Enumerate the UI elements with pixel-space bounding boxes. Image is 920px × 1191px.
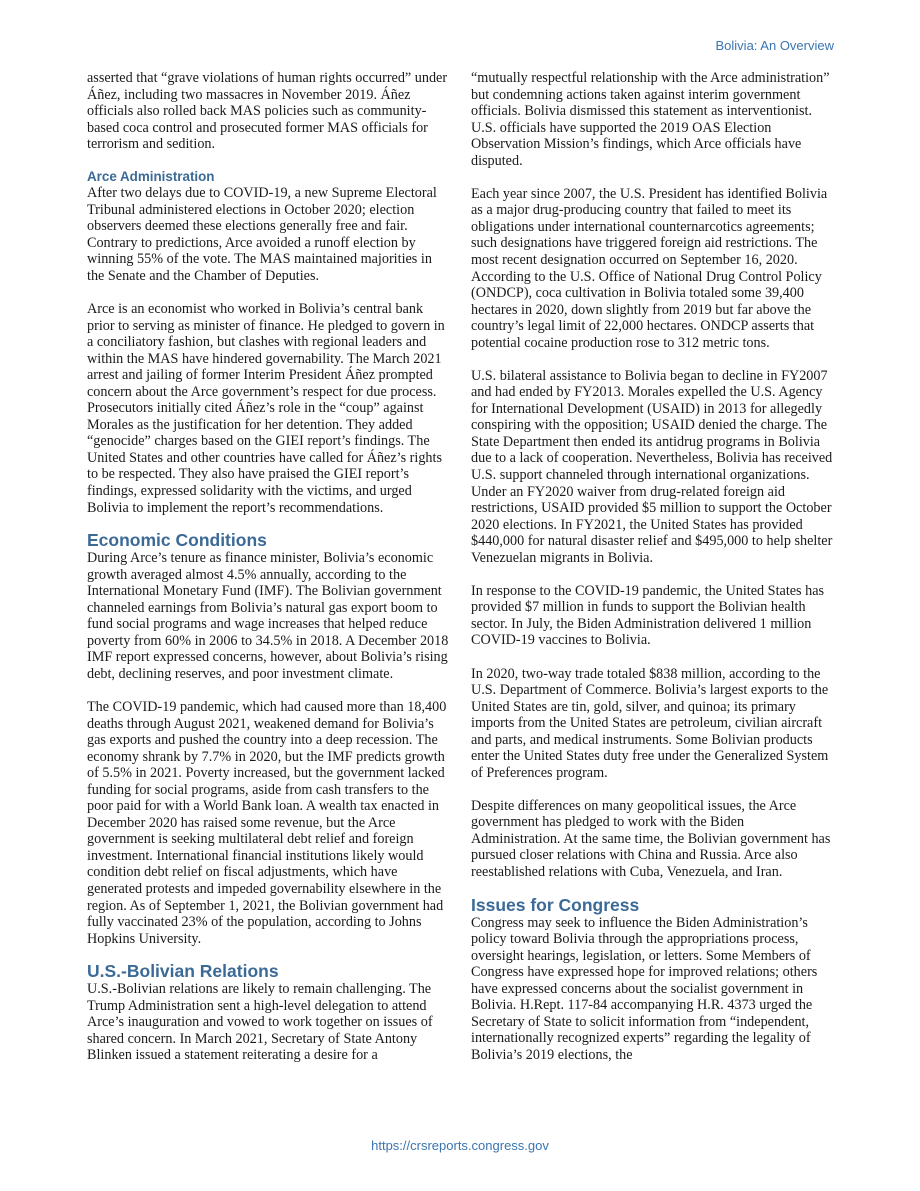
page-header-title: Bolivia: An Overview xyxy=(715,38,834,53)
paragraph: Despite differences on many geopolitical issues, the Arce government has pledged to work with the Biden Administration. At the same time, the Bolivian government has pursued closer relations with China and Russia. Arce also reestablished relations with Cuba, Venezuela, and Iran. xyxy=(471,797,831,881)
section-heading-us-bolivian-relations: U.S.-Bolivian Relations xyxy=(87,961,279,982)
footer-link[interactable]: https://crsreports.congress.gov xyxy=(371,1138,549,1153)
paragraph: In 2020, two-way trade totaled $838 million, according to the U.S. Department of Commerce. Bolivia’s largest exports to the United States are tin, gold, silver, and quinoa; its primary imports from the United States are petroleum, civilian aircraft and parts, and medical instruments. Some Bolivian products enter the United States duty free under the Generalized System of Preferences program. xyxy=(471,665,829,781)
paragraph: U.S.-Bolivian relations are likely to remain challenging. The Trump Administration sent a high-level delegation to attend Arce’s inauguration and vowed to work together on issues of shared concern. In March 2021, Secretary of State Antony Blinken issued a statement reiterating a desire for a xyxy=(87,981,433,1064)
right-column xyxy=(471,70,833,1063)
paragraph: asserted that “grave violations of human rights occurred” under Áñez, including two massacres in November 2019. Áñez officials also rolled back MAS policies such as community-based coca control and prosecuted former MAS officials for terrorism and sedition. xyxy=(87,70,448,153)
left-column xyxy=(87,70,449,1064)
paragraph: U.S. bilateral assistance to Bolivia began to decline in FY2007 and had ended by FY2013. Morales expelled the U.S. Agency for International Development (USAID) in 2013 for allegedly conspiring with the opposition; USAID denied the charge. The State Department then ended its antidrug programs in Bolivia due to a lack of cooperation. Nevertheless, Bolivia has received U.S. support channeled through international organizations. Under an FY2020 waiver from drug-related foreign aid restrictions, USAID provided $5 million to support the October 2020 elections. In FY2021, the United States has provided $440,000 for natural disaster relief and $495,000 to help shelter Venezuelan migrants in Bolivia. xyxy=(471,367,833,566)
paragraph: Congress may seek to influence the Biden Administration’s policy toward Bolivia through the appropriations process, oversight hearings, legislation, or letters. Some Members of Congress have expressed hope for improved relations; others have expressed concerns about the socialist government in Bolivia. H.Rept. 117-84 accompanying H.R. 4373 urged the Secretary of State to solicit information from “independent, internationally recognized experts” regarding the legality of Bolivia’s 2019 elections, the xyxy=(471,914,818,1063)
section-subheading-arce-administration: Arce Administration xyxy=(87,169,215,185)
paragraph: Each year since 2007, the U.S. President has identified Bolivia as a major drug-producing country that failed to meet its obligations under international counternarcotics agreements; such designations have triggered foreign aid restrictions. The most recent designation occurred on September 16, 2020. According to the U.S. Office of National Drug Control Policy (ONDCP), coca cultivation in Bolivia totaled some 39,400 hectares in 2020, down slightly from 2019 but far above the country’s legal limit of 22,000 hectares. ONDCP asserts that potential cocaine production rose to 312 metric tons. xyxy=(471,185,828,351)
paragraph: “mutually respectful relationship with the Arce administration” but condemning actions taken against interim government officials. Bolivia dismissed this statement as interventionist. U.S. officials have supported the 2019 OAS Election Observation Mission’s findings, which Arce officials have disputed. xyxy=(471,70,830,169)
paragraph: Arce is an economist who worked in Bolivia’s central bank prior to serving as minister of finance. He pledged to govern in a conciliatory fashion, but clashes with regional leaders and within the MAS have hindered governability. The March 2021 arrest and jailing of former Interim President Áñez prompted concern about the Arce government’s respect for due process. Prosecutors initially cited Áñez’s role in the “coup” against Morales as the justification for her detention. They added “genocide” charges based on the GIEI report’s findings. The United States and other countries have called for Áñez’s rights to be respected. They also have praised the GIEI report’s findings, expressed solidarity with the victims, and urged Bolivia to implement the report’s recommendations. xyxy=(87,301,445,516)
paragraph: In response to the COVID-19 pandemic, the United States has provided $7 million in funds to support the Bolivian health sector. In July, the Biden Administration delivered 1 million COVID-19 vaccines to Bolivia. xyxy=(471,582,825,649)
paragraph: During Arce’s tenure as finance minister, Bolivia’s economic growth averaged almost 4.5% annually, according to the International Monetary Fund (IMF). The Bolivian government channeled earnings from Bolivia’s natural gas export boom to fund social programs and wage increases that helped reduce poverty from 60% in 2006 to 34.5% in 2018. A December 2018 IMF report expressed concerns, however, about Bolivia’s rising debt, declining reserves, and poor investment climate. xyxy=(87,550,449,682)
section-heading-issues-for-congress: Issues for Congress xyxy=(471,894,640,915)
paragraph: After two delays due to COVID-19, a new Supreme Electoral Tribunal administered elections in October 2020; election observers deemed these elections generally free and fair. Contrary to predictions, Arce avoided a runoff election by winning 55% of the vote. The MAS maintained majorities in the Senate and the Chamber of Deputies. xyxy=(87,185,437,284)
section-heading-economic-conditions: Economic Conditions xyxy=(87,530,267,551)
paragraph: The COVID-19 pandemic, which had caused more than 18,400 deaths through August 2021, weakened demand for Bolivia’s gas exports and pushed the country into a deep recession. The economy shrank by 7.7% in 2020, but the IMF predicts growth of 5.5% in 2021. Poverty increased, but the government lacked funding for social programs, aside from cash transfers to the poor paid for with a World Bank loan. A wealth tax enacted in December 2020 has raised some revenue, but the Arce government is seeking multilateral debt relief and foreign investment. International financial institutions likely would condition debt relief on fiscal adjustments, which have generated protests and impeded governability elsewhere in the region. As of September 1, 2021, the Bolivian government had fully vaccinated 23% of the population, according to Johns Hopkins University. xyxy=(87,699,447,947)
